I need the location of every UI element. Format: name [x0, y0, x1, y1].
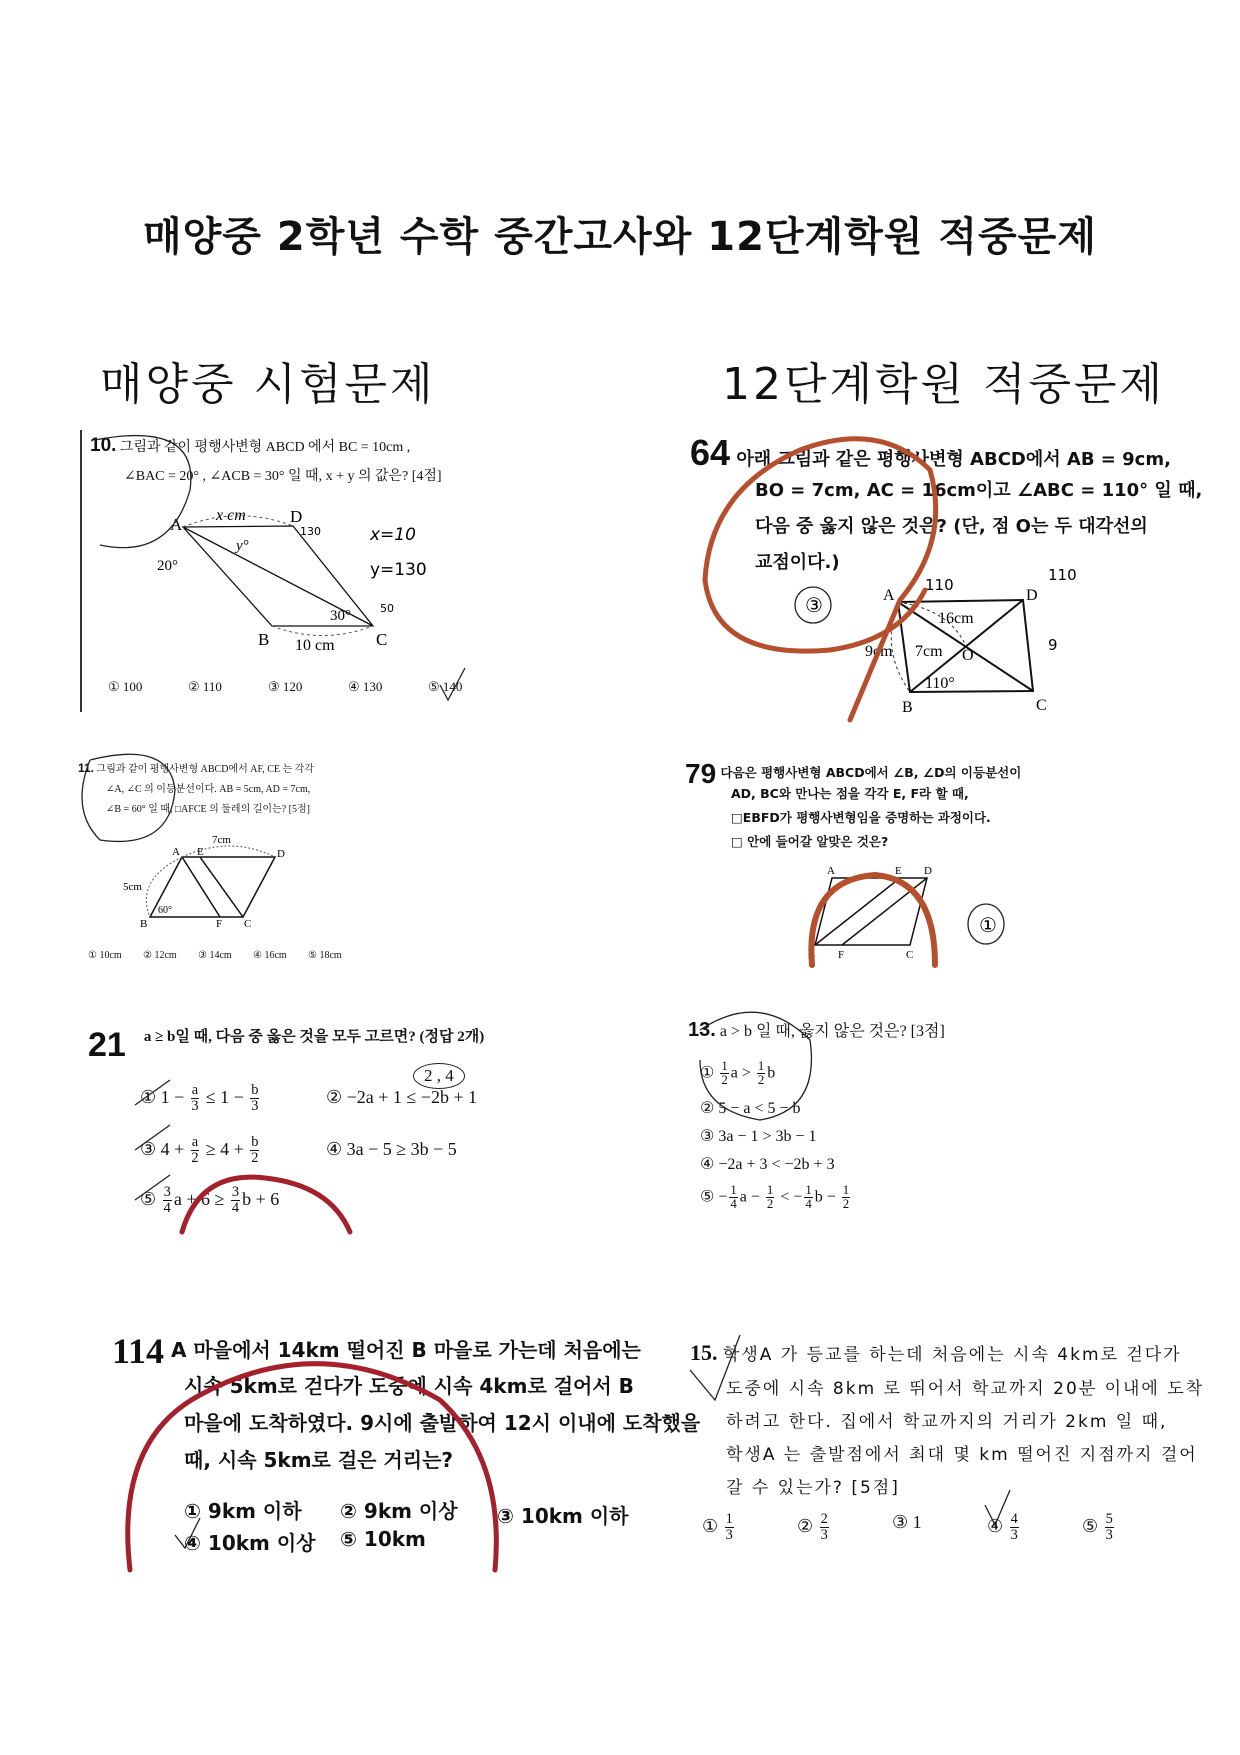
question-line: ∠BAC = 20° , ∠ACB = 30° 일 때, x + y 의 값은? [4점]	[124, 469, 442, 484]
question-line: 그림과 같이 평행사변형 ABCD에서 AF, CE 는 각각	[96, 764, 314, 775]
vertex-label: D	[1026, 587, 1038, 604]
fraction: $\frac{1}{4}$	[730, 1182, 737, 1212]
choice: ④ 3a − 5 ≥ 3b − 5	[326, 1139, 457, 1159]
parallelogram-figure-11	[123, 834, 350, 940]
handwritten-note: 110	[925, 576, 954, 594]
question-line: 다음은 평행사변형 ABCD에서 ∠B, ∠D의 이등분선이	[720, 765, 1022, 780]
problem-15	[690, 1340, 1204, 1543]
choice: ② 9km 이상	[340, 1499, 458, 1523]
problem-number: 114	[112, 1331, 165, 1371]
problem-21	[88, 1025, 485, 1217]
problem-11	[78, 760, 342, 961]
choice: ① 9km 이하	[184, 1499, 302, 1523]
problem-79	[685, 758, 1021, 850]
handwritten-note: x=10	[370, 525, 416, 545]
question-line: 하려고 한다. 집에서 학교까지의 거리가 2km 일 때,	[726, 1412, 1168, 1432]
choice: ① $\frac{1}{2}$ a > $\frac{1}{2}$ b	[700, 1059, 776, 1088]
handwritten-answer: ①	[979, 913, 997, 937]
choice: ① 100	[108, 679, 143, 694]
problem-number: 11.	[78, 761, 95, 775]
handwritten-note: 130	[300, 525, 321, 538]
fraction: $\frac{a}{2}$	[191, 1134, 199, 1167]
vertex-label: F	[838, 949, 845, 961]
fraction: $\frac{4}{3}$	[1010, 1511, 1018, 1544]
question-line: □ 안에 들어갈 알맞은 것은?	[731, 834, 889, 849]
choice: ⑤ 140	[428, 679, 463, 694]
vertex-label: D	[277, 848, 285, 860]
question-line: 그림과 같이 평행사변형 ABCD 에서 BC = 10cm ,	[119, 440, 411, 455]
choice: ② 5 − a < 5 − b	[700, 1099, 801, 1117]
question-line: AD, BC와 만나는 점을 각각 E, F라 할 때,	[731, 786, 969, 801]
question-line: A 마을에서 14km 떨어진 B 마을로 가는데 처음에는	[170, 1338, 641, 1362]
angle-label: y°	[236, 538, 249, 554]
choice: ① 1 − $\frac{a}{3}$ ≤ 1 − $\frac{b}{3}$	[140, 1082, 259, 1115]
vertex-label: A	[170, 515, 183, 534]
problem-number: 64	[690, 432, 731, 473]
side-label: 9cm	[865, 643, 893, 660]
problem-64	[690, 432, 1202, 574]
angle-label: 110°	[925, 675, 955, 692]
choice: ② $\frac{2}{3}$	[797, 1511, 828, 1544]
choice: ③ 3a − 1 > 3b − 1	[700, 1127, 817, 1145]
side-label: x cm	[216, 507, 246, 524]
choice: ⑤ 10km	[340, 1527, 426, 1551]
vertex-label: D	[924, 865, 932, 877]
fraction: $\frac{b}{3}$	[251, 1082, 259, 1115]
choice: ② 110	[188, 679, 222, 694]
question-line: 다음 중 옳지 않은 것은? (단, 점 O는 두 대각선의	[755, 516, 1148, 537]
vertex-label: C	[244, 918, 252, 930]
choice: ⑤ $\frac{3}{4}$ a + 6 ≥ $\frac{3}{4}$ b + 6	[140, 1184, 280, 1217]
question-text: a ≥ b일 때, 다음 중 옳은 것을 모두 고르면? (정답 2개)	[143, 1029, 485, 1045]
question-line: 시속 5km로 걷다가 도중에 시속 4km로 걸어서 B	[184, 1374, 634, 1398]
angle-label: 20°	[157, 558, 178, 574]
problem-number: 15.	[690, 1340, 718, 1365]
choice: ④ $\frac{4}{3}$	[987, 1511, 1018, 1544]
problem-number: 21	[88, 1025, 126, 1064]
vertex-label: A	[827, 865, 835, 877]
fraction: $\frac{1}{3}$	[725, 1511, 733, 1544]
choice: ⑤ $\frac{5}{3}$	[1082, 1511, 1113, 1544]
parallelogram-figure-10	[150, 500, 490, 655]
problem-114	[112, 1330, 701, 1555]
question-line: 때, 시속 5km로 걸은 거리는?	[184, 1448, 453, 1472]
fraction: $\frac{b}{2}$	[251, 1134, 259, 1167]
question-line: 아래 그림과 같은 평행사변형 ABCD에서 AB = 9cm,	[736, 449, 1171, 470]
problem-13	[688, 1018, 945, 1212]
vertex-label: E	[197, 846, 204, 858]
vertex-label: C	[1036, 697, 1047, 714]
handwritten-note: 50	[380, 602, 394, 615]
choice: ④ 130	[348, 679, 383, 694]
side-label: 7cm	[915, 643, 943, 660]
side-label: 10 cm	[295, 637, 335, 654]
choice: ④ 16cm	[253, 950, 287, 961]
angle-label: 30°	[330, 608, 351, 624]
vertex-label: A	[883, 587, 895, 604]
question-line: 마을에 도착하였다. 9시에 출발하여 12시 이내에 도착했을	[184, 1411, 701, 1435]
vertex-label: B	[140, 918, 148, 930]
fraction: $\frac{1}{2}$	[766, 1182, 774, 1212]
parallelogram-figure-64	[790, 560, 1180, 720]
handwritten-answer: ③	[805, 593, 823, 617]
left-column-heading: 매양중 시험문제	[100, 359, 436, 410]
choice: ② −2a + 1 ≤ −2b + 1	[326, 1087, 478, 1107]
choice: ④ −2a + 3 < −2b + 3	[700, 1155, 835, 1173]
scan-margin-line	[80, 430, 82, 712]
vertex-label: C	[376, 630, 388, 649]
fraction: $\frac{3}{4}$	[163, 1184, 171, 1217]
handwritten-note: y=130	[370, 560, 427, 580]
question-line: □EBFD가 평행사변형임을 증명하는 과정이다.	[731, 810, 991, 825]
side-label: 7cm	[212, 834, 231, 846]
fraction: $\frac{1}{2}$	[757, 1059, 765, 1088]
question-text: a > b 일 때, 옳지 않은 것은? [3점]	[719, 1023, 945, 1040]
question-line: 학생A 는 출발점에서 최대 몇 km 떨어진 지점까지 걸어	[726, 1445, 1198, 1465]
problem-number: 13.	[688, 1019, 716, 1041]
fraction: $\frac{3}{4}$	[231, 1184, 240, 1217]
choice: ① 10cm	[88, 950, 122, 961]
choice: ⑤ 18cm	[308, 950, 342, 961]
choice: ④ 10km 이상	[184, 1531, 316, 1555]
question-line: BO = 7cm, AC = 16cm이고 ∠ABC = 110° 일 때,	[755, 480, 1203, 501]
choice: ③ 14cm	[198, 950, 232, 961]
choice: ③ 4 + $\frac{a}{2}$ ≥ 4 + $\frac{b}{2}$	[140, 1134, 259, 1167]
handwritten-note: 110	[1048, 566, 1077, 584]
choice: ① $\frac{1}{3}$	[702, 1511, 733, 1544]
handwritten-note: 9	[1048, 636, 1058, 654]
choice: ⑤ − $\frac{1}{4}$ a − $\frac{1}{2}$ < − $\frac{1}{4}$ b − $\frac{1}{2}$	[700, 1182, 850, 1212]
question-line: 학생A 가 등교를 하는데 처음에는 시속 4km로 걷다가	[722, 1345, 1182, 1365]
vertex-label: B	[902, 699, 913, 716]
fraction: $\frac{2}{3}$	[820, 1511, 828, 1544]
page-title: 매양중 2학년 수학 중간고사와 12단계학원 적중문제	[143, 214, 1097, 260]
choice: ③ 10km 이하	[497, 1504, 629, 1528]
side-label: 16cm	[938, 610, 974, 627]
question-line: ∠A, ∠C 의 이등분선이다. AB = 5cm, AD = 7cm,	[106, 784, 311, 795]
vertex-label: F	[216, 918, 223, 930]
vertex-label: O	[962, 647, 974, 664]
fraction: $\frac{a}{3}$	[191, 1082, 199, 1115]
side-label: 5cm	[123, 881, 142, 893]
fraction: $\frac{1}{2}$	[842, 1182, 850, 1212]
vertex-label: A	[172, 846, 180, 858]
question-line: 교점이다.)	[755, 552, 840, 573]
choice: ③ 120	[268, 679, 303, 694]
fraction: $\frac{1}{2}$	[721, 1059, 728, 1088]
angle-label: 60°	[158, 905, 172, 916]
question-line: ∠B = 60° 일 때, □AFCE 의 둘레의 길이는? [5점]	[106, 804, 310, 815]
parallelogram-figure-79	[790, 860, 1030, 965]
vertex-label: C	[906, 949, 914, 961]
choice: ③ 1	[892, 1512, 922, 1532]
right-column-heading: 12단계학원 적중문제	[722, 359, 1166, 410]
vertex-label: B	[808, 949, 816, 961]
fraction: $\frac{5}{3}$	[1105, 1511, 1113, 1544]
problem-number: 79	[685, 758, 717, 789]
question-line: 갈 수 있는가? [5점]	[726, 1478, 900, 1498]
choice: ② 12cm	[143, 950, 177, 961]
question-line: 도중에 시속 8km 로 뛰어서 학교까지 20분 이내에 도착	[726, 1379, 1205, 1399]
vertex-label: E	[895, 865, 902, 877]
handwritten-answer: 2 , 4	[413, 1063, 465, 1089]
problem-number: 10.	[90, 435, 117, 456]
vertex-label: B	[258, 630, 270, 649]
fraction: $\frac{1}{4}$	[805, 1182, 812, 1212]
vertex-label: D	[290, 507, 303, 526]
